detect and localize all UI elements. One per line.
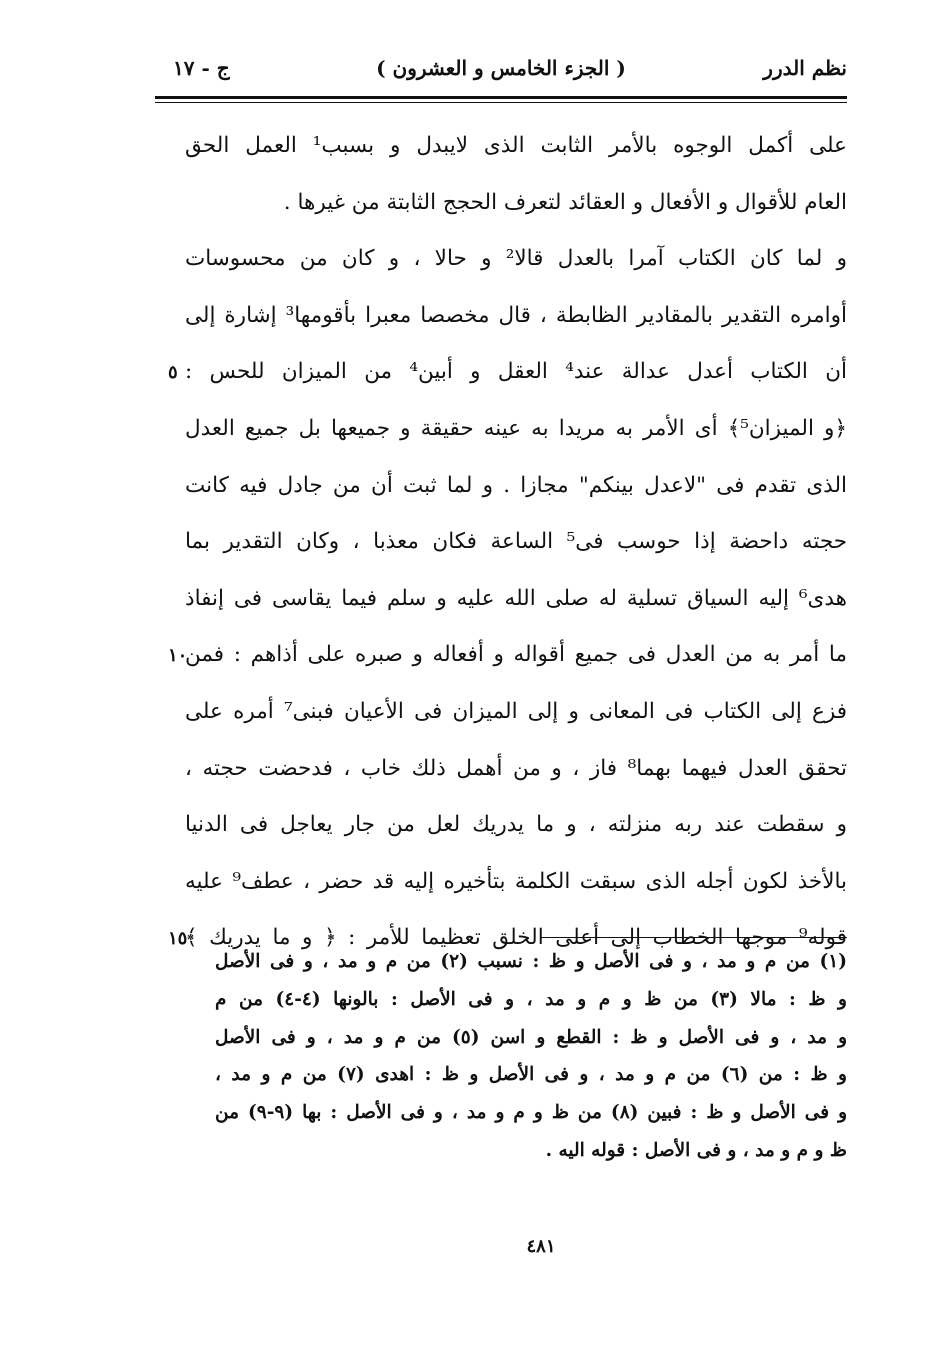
text-line: أن الكتاب أعدل عدالة عند⁴ العقل و أبين⁴ من الميزان للحس : xyxy=(185,359,847,385)
footnote-line: (١) من م و مد ، و فى الأصل و ظ : نسبب (٢) من م و مد ، و فى الأصل xyxy=(215,951,847,972)
text-line: هدى⁶ إليه السياق تسلية له صلى الله عليه و سلم فيما يقاسى فى إنفاذ xyxy=(185,585,847,611)
volume-number: ج - ١٧ xyxy=(173,56,230,80)
text-line: العام للأقوال و الأفعال و العقائد لتعرف الحجج الثابتة من غيرها . xyxy=(283,189,847,215)
part-title: ( الجزء الخامس و العشرون ) xyxy=(376,56,626,80)
footnote-rule xyxy=(540,937,847,938)
text-line: تحقق العدل فيهما بهما⁸ فاز ، و من أهمل ذلك خاب ، فدحضت حجته ، xyxy=(185,755,847,781)
line-number: ٥ xyxy=(168,362,178,384)
footnote-line: و فى الأصل و ظ : فبين (٨) من ظ و م و مد ، و فى الأصل : بها (٩-٩) من xyxy=(215,1102,847,1124)
main-text xyxy=(185,118,847,967)
header-rule xyxy=(155,96,847,99)
text-line: قوله⁹ موجها الخطاب إلى أعلى الخلق تعظيما للأمر : ﴿ و ما يدريك ﴾ xyxy=(185,925,847,951)
text-line: ﴿و الميزان⁵﴾ أى الأمر به مريدا به عينه حقيقة و جميعها بل جميع العدل xyxy=(185,415,847,441)
footnote-line: و ظ : مالا (٣) من ظ و م و مد ، و فى الأصل : بالونها (٤-٤) من م xyxy=(215,988,847,1010)
text-line: فزع إلى الكتاب فى المعانى و إلى الميزان فى الأعيان فبنى⁷ أمره على xyxy=(185,698,847,724)
running-header xyxy=(155,52,847,92)
footnotes xyxy=(215,943,847,1170)
book-title: نظم الدرر xyxy=(763,56,847,80)
text-line: أوامره التقدير بالمقادير الظابطة ، قال مخصصا معبرا بأقومها³ إشارة إلى xyxy=(185,302,847,328)
line-number: ١٥ xyxy=(168,928,188,950)
text-line: ما أمر به من العدل فى جميع أقواله و أفعاله و صبره على أذاهم : فمن xyxy=(185,642,847,668)
footnote-line: و مد ، و فى الأصل و ظ : القطع و اسن (٥) من م و مد ، و فى الأصل xyxy=(215,1026,847,1048)
text-line: بالأخذ لكون أجله الذى سبقت الكلمة بتأخيره إليه قد حضر ، عطف⁹ عليه xyxy=(185,868,847,894)
footnote-line: و ظ : من (٦) من م و مد ، و فى الأصل و ظ : اهدى (٧) من م و مد ، xyxy=(215,1064,847,1086)
header-rule-thin xyxy=(155,102,847,103)
text-line: و سقطت عند ربه منزلته ، و ما يدريك لعل من جار يعاجل فى الدنيا xyxy=(185,812,847,838)
text-line: على أكمل الوجوه بالأمر الثابت الذى لايبدل و بسبب¹ العمل الحق xyxy=(185,133,847,158)
text-line: الذى تقدم فى "لاعدل بينكم" مجازا . و لما ثبت أن من جادل فيه كانت xyxy=(185,472,847,498)
text-line: حجته داحضة إذا حوسب فى⁵ الساعة فكان معذبا ، وكان التقدير بما xyxy=(185,529,847,555)
footnote-line: ظ و م و مد ، و فى الأصل : قوله اليه . xyxy=(545,1139,847,1161)
line-number: ١٠ xyxy=(168,645,188,667)
page-number: ٤٨١ xyxy=(526,1236,556,1257)
text-line: و لما كان الكتاب آمرا بالعدل قالا² و حالا ، و كان من محسوسات xyxy=(185,246,847,272)
